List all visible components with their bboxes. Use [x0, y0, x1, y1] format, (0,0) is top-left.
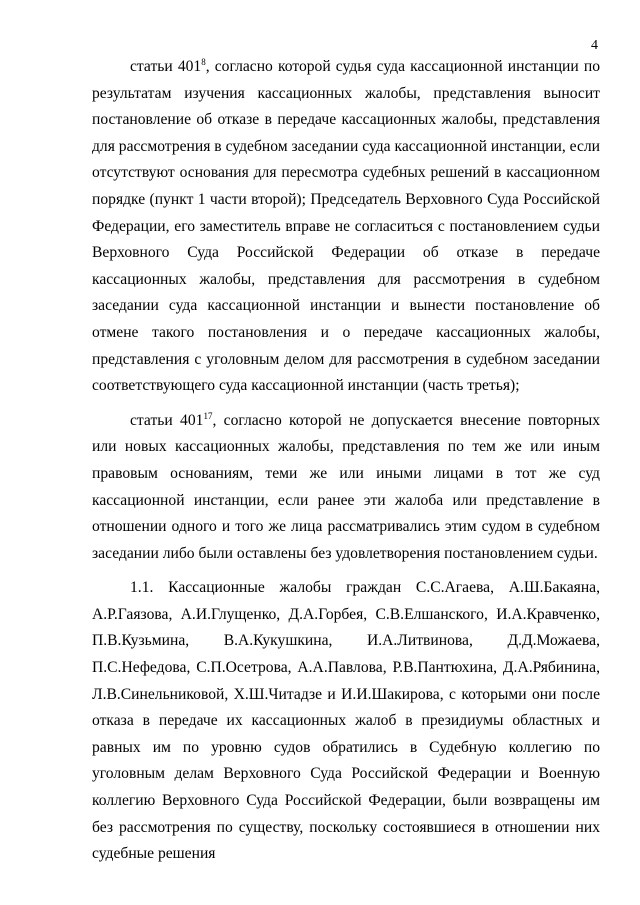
paragraph-article-401-17: [92, 408, 600, 568]
paragraph-1-1: 1.1. Кассационные жалобы граждан С.С.Агаева, А.Ш.Бакаяна, А.Р.Гаязова, А.И.Глущенко, Д.А.Горбея, С.В.Елшанского, И.А.Кравченко, П.В.Кузьмина, В.А.Кукушкина, И.А.Литвинова, Д.Д.Можаева, П.С.Нефедова, С.П.Осетрова, А.А.Павлова, Р.В.Пантюхина, Д.А.Рябинина, Л.В.Синельниковой, Х.Ш.Читадзе и И.И.Шакирова, с которыми они после отказа в передаче их кассационных жалоб в президиумы областных и равных им по уровню судов обратились в Судебную коллегию по уголовным делам Верховного Суда Российской Федерации и Военную коллегию Верховного Суда Российской Федерации, были возвращены им без рассмотрения по существу, поскольку состоявшиеся в отношении них судебные решения: [92, 579, 600, 863]
article-superscript: 8: [201, 56, 206, 67]
article-superscript: 17: [203, 410, 213, 421]
paragraph-text: , согласно которой не допускается внесение повторных или новых кассационных жалобы, представления по тем же или иным правовым основаниям, теми же или иными лицами в тот же суд кассационной инстанции, если ранее эти жалоба или представление в отношении одного и того же лица рассматривались этим судом в судебном заседании либо были оставлены без удовлетворения постановлением судьи.: [92, 411, 600, 562]
paragraph-article-401-8: [92, 54, 600, 400]
article-reference: статьи 401: [130, 411, 204, 429]
page-number: 4: [591, 38, 598, 53]
article-reference: статьи 401: [130, 58, 202, 75]
document-body: [92, 54, 600, 868]
paragraph-text: , согласно которой судья суда кассационной инстанции по результатам изучения кассационных жалобы, представления выносит постановление об отказе в передаче кассационных жалобы, представления для рассмотрения в судебном заседании суда кассационной инстанции, если отсутствуют основания для пересмотра судебных решений в кассационном порядке (пункт 1 части второй); Председатель Верховного Суда Российской Федерации, его заместитель вправе не согласиться с постановлением судьи Верховного Суда Российской Федерации об отказе в передаче кассационных жалобы, представления для рассмотрения в судебном заседании суда кассационной инстанции и вынести постановление об отмене такого постановления и о передаче кассационных жалобы, представления с уголовным делом для рассмотрения в судебном заседании соответствующего суда кассационной инстанции (часть третья);: [92, 58, 600, 395]
